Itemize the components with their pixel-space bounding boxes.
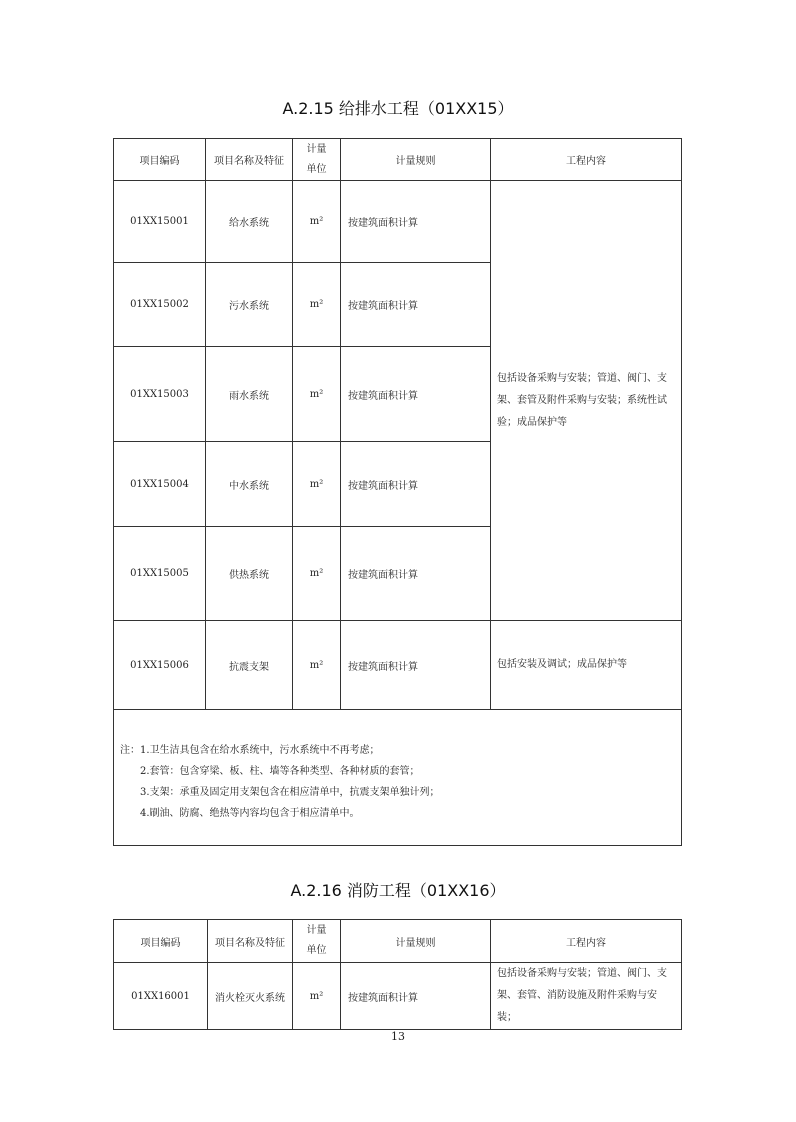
header-name: 项目名称及特征: [208, 920, 293, 963]
header-unit: [293, 920, 341, 963]
header-code: 项目编码: [114, 920, 208, 963]
table-header-row: [114, 139, 682, 181]
cell-code: 01XX15003: [114, 347, 206, 442]
table-row: [114, 181, 682, 263]
cell-code: 01XX15005: [114, 527, 206, 621]
cell-rule: 按建筑面积计算: [341, 527, 491, 621]
cell-content: 包括设备采购与安装；管道、阀门、支架、套管、消防设施及附件采购与安装；: [491, 963, 682, 1030]
header-code: 项目编码: [114, 139, 206, 181]
cell-code: 01XX16001: [114, 963, 208, 1030]
cell-merged-content: 包括设备采购与安装；管道、阀门、支架、套管及附件采购与安装；系统性试验；成品保护等: [491, 181, 682, 621]
header-content: 工程内容: [491, 920, 682, 963]
cell-code: 01XX15002: [114, 263, 206, 347]
header-content: 工程内容: [491, 139, 682, 181]
header-unit-line2: 单位: [306, 163, 327, 175]
cell-name: 供热系统: [206, 527, 293, 621]
table-a2-16: [113, 919, 682, 1030]
cell-name: 抗震支架: [206, 621, 293, 710]
cell-content: 包括安装及调试；成品保护等: [491, 621, 682, 710]
header-unit-line2: 单位: [306, 945, 327, 956]
cell-code: 01XX15004: [114, 442, 206, 527]
header-rule: 计量规则: [341, 139, 491, 181]
note-line: 4.刷油、防腐、绝热等内容均包含于相应清单中。: [140, 808, 360, 819]
header-unit-line1: 计量: [306, 143, 327, 155]
section-title-a2-15: A.2.15 给排水工程（01XX15）: [282, 99, 514, 118]
cell-unit: m²: [293, 263, 341, 347]
cell-name: 污水系统: [206, 263, 293, 347]
cell-unit: m²: [293, 527, 341, 621]
cell-name: 中水系统: [206, 442, 293, 527]
cell-unit: m²: [293, 963, 341, 1030]
section-title-a2-16: A.2.16 消防工程（01XX16）: [290, 881, 506, 900]
header-rule: 计量规则: [341, 920, 491, 963]
cell-rule: 按建筑面积计算: [341, 442, 491, 527]
cell-name: 给水系统: [206, 181, 293, 263]
note-line: 3.支架：承重及固定用支架包含在相应清单中，抗震支架单独计列；: [140, 787, 440, 798]
cell-unit: m²: [293, 621, 341, 710]
cell-unit: m²: [293, 347, 341, 442]
cell-code: 01XX15001: [114, 181, 206, 263]
table-a2-15: [113, 138, 682, 846]
header-name: 项目名称及特征: [206, 139, 293, 181]
table-row: [114, 963, 682, 1030]
notes-row: [114, 710, 682, 846]
cell-name: 雨水系统: [206, 347, 293, 442]
note-line: 注：1.卫生洁具包含在给水系统中，污水系统中不再考虑；: [120, 745, 380, 756]
page-number: 13: [391, 1030, 405, 1043]
cell-rule: 按建筑面积计算: [341, 263, 491, 347]
cell-name: 消火栓灭火系统: [208, 963, 293, 1030]
table-header-row: [114, 920, 682, 963]
note-line: 2.套管：包含穿梁、板、柱、墙等各种类型、各种材质的套管；: [140, 766, 420, 777]
cell-unit: m²: [293, 181, 341, 263]
cell-rule: 按建筑面积计算: [341, 963, 491, 1030]
notes-cell: [114, 710, 682, 846]
cell-rule: 按建筑面积计算: [341, 347, 491, 442]
table-row: [114, 621, 682, 710]
cell-code: 01XX15006: [114, 621, 206, 710]
header-unit-line1: 计量: [306, 925, 327, 936]
header-unit: [293, 139, 341, 181]
cell-unit: m²: [293, 442, 341, 527]
cell-rule: 按建筑面积计算: [341, 181, 491, 263]
cell-rule: 按建筑面积计算: [341, 621, 491, 710]
